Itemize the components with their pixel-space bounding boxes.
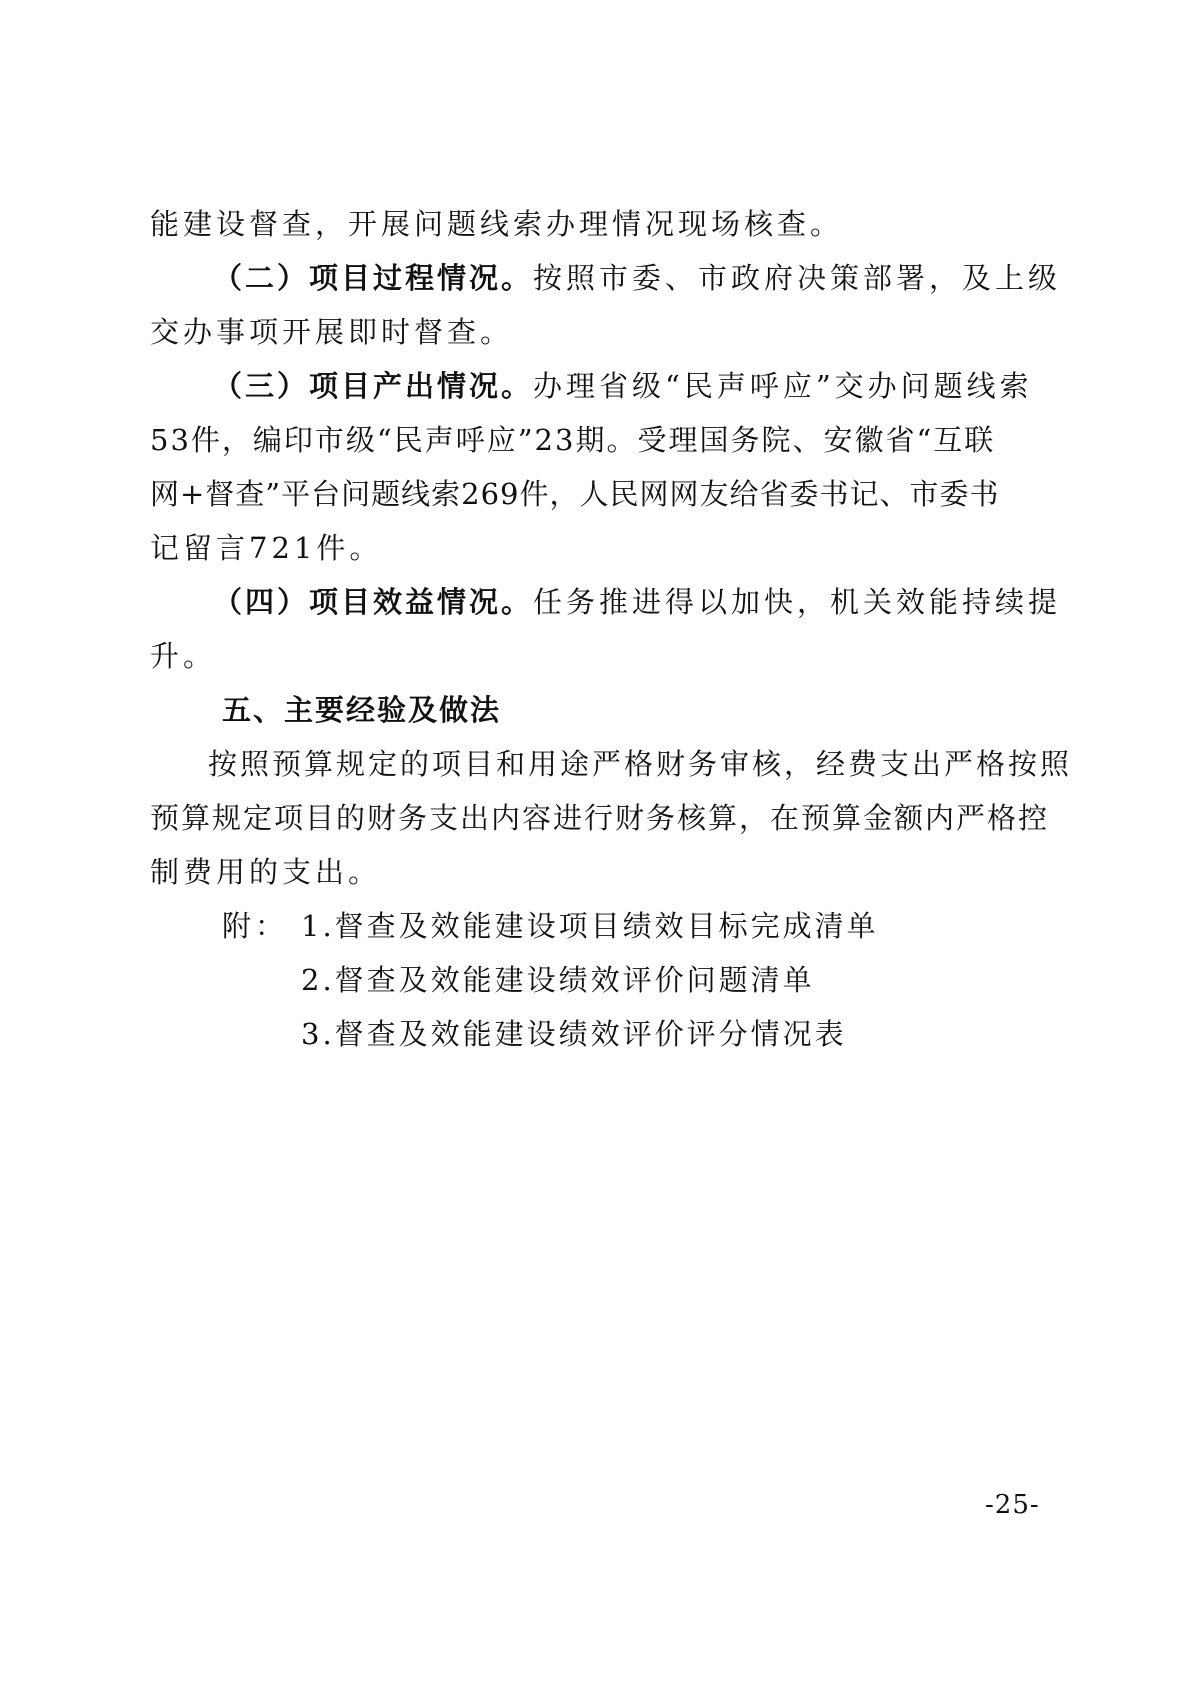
paragraph-line: 能建设督查，开展问题线索办理情况现场核查。 bbox=[150, 207, 844, 241]
section-subtitle: （三）项目产出情况。 bbox=[213, 369, 534, 403]
paragraph-line: 网+督查”平台问题线索269件，人民网网友给省委书记、市委书 bbox=[150, 477, 1000, 511]
paragraph-text: 办理省级“民声呼应”交办问题线索 bbox=[533, 369, 1033, 403]
paragraph-line bbox=[213, 582, 1062, 622]
paragraph-line: 53件，编印市级“民声呼应”23期。受理国务院、安徽省“互联 bbox=[150, 423, 996, 457]
paragraph-line: 预算规定项目的财务支出内容进行财务核算，在预算金额内严格控 bbox=[150, 801, 1050, 835]
paragraph-line bbox=[213, 366, 1033, 406]
paragraph-line: 升。 bbox=[150, 639, 217, 673]
paragraph-line: 记留言721件。 bbox=[150, 531, 383, 565]
attachment-item: 3.督查及效能建设绩效评价评分情况表 bbox=[301, 1017, 847, 1051]
attachment-item: 2.督查及效能建设绩效评价问题清单 bbox=[301, 963, 815, 997]
attachment-item: 1.督查及效能建设项目绩效目标完成清单 bbox=[301, 909, 879, 943]
paragraph-line: 按照预算规定的项目和用途严格财务审核，经费支出严格按照 bbox=[208, 747, 1073, 781]
section-heading: 五、主要经验及做法 bbox=[222, 693, 502, 727]
section-subtitle: （二）项目过程情况。 bbox=[213, 261, 534, 295]
paragraph-text: 任务推进得以加快，机关效能持续提 bbox=[533, 585, 1062, 619]
attachment-label: 附： bbox=[222, 909, 289, 943]
page-number: -25- bbox=[985, 1490, 1040, 1520]
section-subtitle: （四）项目效益情况。 bbox=[213, 585, 534, 619]
paragraph-line bbox=[213, 258, 1062, 298]
paragraph-line: 交办事项开展即时督查。 bbox=[150, 315, 514, 349]
paragraph-text: 按照市委、市政府决策部署，及上级 bbox=[533, 261, 1062, 295]
paragraph-line: 制费用的支出。 bbox=[150, 855, 382, 889]
